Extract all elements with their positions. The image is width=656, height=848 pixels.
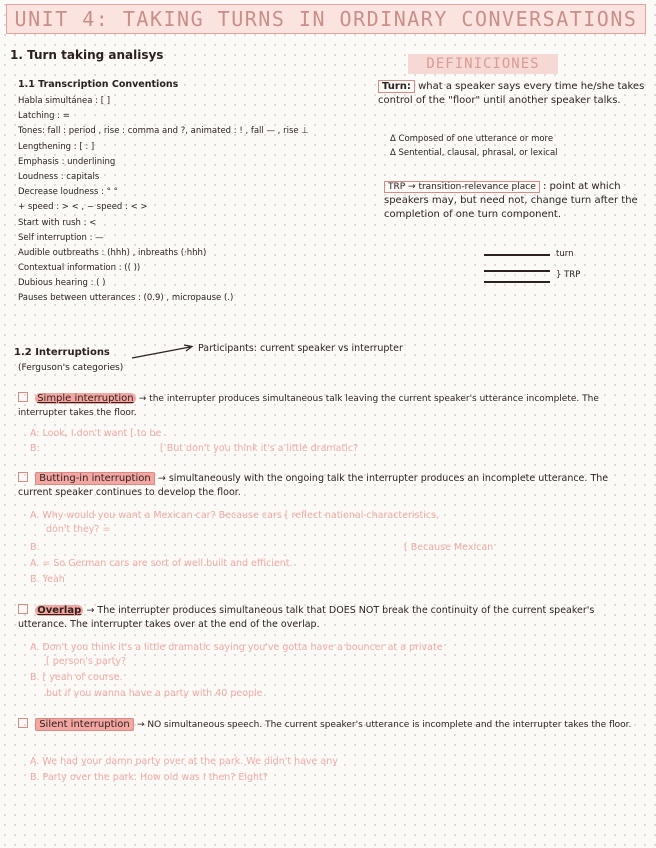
silent-example-2: B. Party over the park. How old was I then? Eight? <box>30 772 268 783</box>
checkbox <box>18 718 28 728</box>
simple-example-b: B: <box>30 443 40 454</box>
convention-item: Lengthening : [ : ] <box>18 141 95 152</box>
conventions-list <box>18 96 309 309</box>
convention-item: Tones: fall : period , rise : comma and ?, animated : ! , fall — , rise ⊥ <box>18 126 309 137</box>
overlap-example-3: B. [ yeah of course. <box>30 672 123 683</box>
simple-desc: → the interrupter produces simultaneous talk leaving the current speaker's utterance incomplete. The interrupter takes the floor. <box>18 394 599 418</box>
turn-legend-label: turn <box>556 249 574 259</box>
butting-example-5: A. = So German cars are sort of well built and efficient. <box>30 558 293 569</box>
trp-term: TRP → transition-relevance place <box>384 181 540 193</box>
overlap <box>18 604 638 632</box>
convention-item: + speed : > < , − speed : < > <box>18 202 148 213</box>
convention-item: Contextual information : (( )) <box>18 263 141 274</box>
simple-interruption <box>18 392 638 420</box>
convention-item: Latching : = <box>18 111 70 122</box>
convention-item: Start with rush : < <box>18 217 97 228</box>
trp-def-text: : point at which speakers may, but need not, change turn after the completion of one turn component. <box>384 181 638 220</box>
section-1-1-heading: 1.1 Transcription Conventions <box>18 79 179 90</box>
trp-definition <box>384 180 646 222</box>
trp-legend-label: } TRP <box>556 270 581 280</box>
butting-example-3: B. <box>30 542 40 553</box>
simple-label: Simple interruption <box>37 393 134 404</box>
butting-example-1: A. Why would you want a Mexican car? Because cars [ reflect national characteristics, <box>30 510 440 521</box>
checkbox <box>18 472 28 482</box>
convention-item: Dubious hearing : ( ) <box>18 278 106 289</box>
turn-definition <box>378 80 646 108</box>
convention-item: Habla simultánea : [ ] <box>18 96 111 106</box>
participants-arrow <box>130 342 196 362</box>
ferguson-note: (Ferguson's categories) <box>18 363 124 373</box>
definitions-title: DEFINICIONES <box>408 54 558 74</box>
overlap-example-2: [ person's party? <box>46 656 127 667</box>
page-title: UNIT 4: TAKING TURNS IN ORDINARY CONVERSATIONS <box>6 4 646 34</box>
silent-desc: → NO simultaneous speech. The current speaker's utterance is incomplete and the interrupter takes the floor. <box>136 720 632 730</box>
overlap-label: Overlap <box>37 605 82 616</box>
overlap-example-1: A. Don't you think it's a little dramatic saying you've gotta have a bouncer at a private <box>30 642 443 653</box>
convention-item: Decrease loudness : ° ° <box>18 187 118 198</box>
trp-line-1 <box>484 270 550 272</box>
butting-label: Butting-in interruption <box>35 472 154 485</box>
butting-desc: → simultaneously with the ongoing talk the interrupter produces an incomplete utterance. The current speaker continues to develop the floor. <box>18 473 609 498</box>
turn-def-text: what a speaker says every time he/she takes control of the "floor" until another speaker talks. <box>378 81 645 106</box>
butting-example-2: don't they? = <box>46 524 111 535</box>
turn-bullet-1: Δ Composed of one utterance or more <box>390 134 554 144</box>
convention-item: Emphasis : underlining <box>18 156 116 167</box>
convention-item: Audible outbreaths : (hhh) , inbreaths (·hhh) <box>18 247 207 258</box>
convention-item: Self interruption : — <box>18 232 104 243</box>
silent-interruption <box>18 718 638 732</box>
turn-line <box>484 254 550 256</box>
overlap-desc: → The interrupter produces simultaneous talk that DOES NOT break the continuity of the current speaker's utterance. The interrupter takes over at the end of the overlap. <box>18 605 595 630</box>
butting-in-interruption <box>18 472 638 500</box>
butting-example-6: B. Yeah <box>30 574 65 585</box>
convention-item: Pauses between utterances : (0.9) , micropause (.) <box>18 293 234 304</box>
turn-bullet-2: Δ Sentential, clausal, phrasal, or lexical <box>390 148 558 158</box>
section-1-2-heading: 1.2 Interruptions <box>14 347 110 358</box>
simple-example-a: A: Look, I don't want [ to be <box>30 428 162 439</box>
butting-example-4: [ Because Mexican <box>404 542 494 553</box>
participants: Participants: current speaker vs interrupter <box>198 343 403 354</box>
overlap-example-4: but if you wanna have a party with 40 people <box>46 688 263 699</box>
section-1-heading: 1. Turn taking analisys <box>10 48 164 62</box>
turn-term: Turn: <box>378 80 415 93</box>
checkbox <box>18 604 28 614</box>
convention-item: Loudness : capitals <box>18 171 100 182</box>
trp-line-2 <box>484 281 550 283</box>
simple-example-b-text: [ But don't you think it's a little dramatic? <box>160 443 359 454</box>
silent-example-1: A. We had your damn party over at the park. We didn't have any <box>30 756 338 767</box>
silent-label: Silent interruption <box>35 718 134 731</box>
checkbox <box>18 392 28 402</box>
